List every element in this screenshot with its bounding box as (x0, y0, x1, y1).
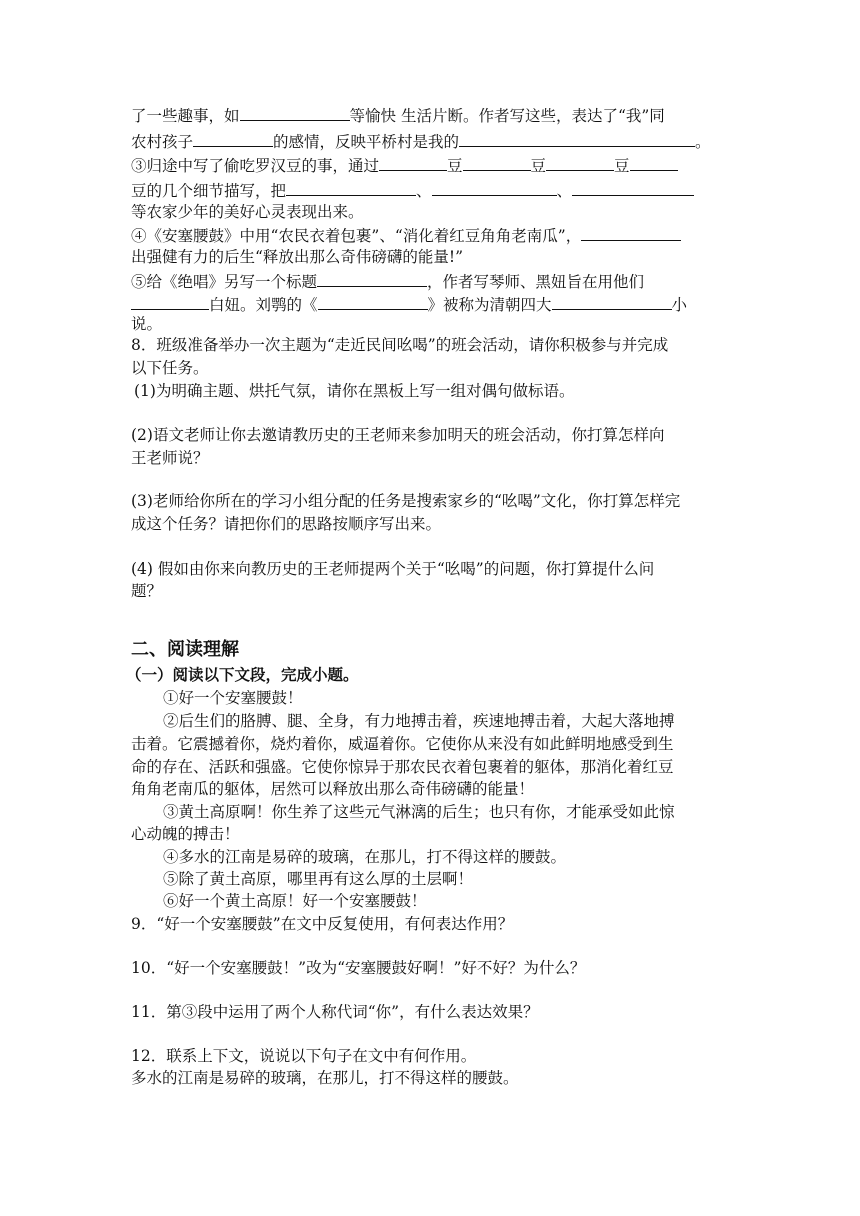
answer-blank[interactable] (379, 153, 447, 171)
passage-paragraph-2-cont: 击着。它震撼着你，烧灼着你，威逼着你。它使你从来没有如此鲜明地感受到生 (131, 735, 674, 753)
passage-paragraph-4: ④多水的江南是易碎的玻璃，在那儿，打不得这样的腰鼓。 (163, 848, 567, 866)
question-8-task-2-cont: 王老师说？ (131, 449, 209, 467)
passage-paragraph-2: ②后生们的胳膊、腿、全身，有力地搏击着，疾速地搏击着，大起大落地搏 (163, 712, 675, 730)
fill-line-4 (131, 178, 731, 200)
question-8-task-2: (2)语文老师让你去邀请教历史的王老师来参加明天的班会活动，你打算怎样向 (131, 426, 665, 444)
answer-blank[interactable] (286, 178, 416, 196)
answer-blank[interactable] (581, 223, 681, 241)
passage-paragraph-2-cont: 角角老南瓜的躯体，居然可以释放出那么奇伟磅礴的能量！ (131, 780, 535, 798)
text: 出强健有力的后生“释放出那么奇伟磅礴的能量!” (131, 248, 464, 266)
text: 了一些趣事，如 (131, 107, 240, 125)
passage-paragraph-1: ①好一个安塞腰鼓！ (163, 689, 303, 707)
text: 白妞。刘鹗的《 (209, 296, 318, 314)
answer-blank[interactable] (463, 153, 531, 171)
answer-blank[interactable] (432, 178, 557, 196)
fill-line-9 (131, 292, 731, 314)
fill-line-5 (131, 201, 731, 223)
text: 的感情，反映平桥村是我的 (273, 133, 460, 151)
answer-blank[interactable] (459, 129, 695, 147)
question-8-task-3-cont: 成这个任务？请把你们的思路按顺序写出来。 (131, 515, 442, 533)
text: 等农家少年的美好心灵表现出来。 (131, 203, 364, 221)
question-8-task-1: (1)为明确主题、烘托气氛，请你在黑板上写一组对偶句做标语。 (134, 382, 575, 400)
question-12-quote: 多水的江南是易碎的玻璃，在那儿，打不得这样的腰鼓。 (131, 1069, 519, 1087)
text: 》被称为清朝四大 (427, 296, 552, 314)
answer-blank[interactable] (317, 269, 427, 287)
answer-blank[interactable] (572, 178, 694, 196)
text: 。 (695, 133, 711, 151)
section-heading: 二、阅读理解 (131, 639, 239, 660)
text: 说。 (131, 315, 163, 333)
fill-line-7 (131, 246, 731, 268)
text: 豆 (530, 157, 547, 175)
passage-paragraph-2-cont: 命的存在、活跃和强盛。它使你惊异于那农民衣着包裹着的躯体，那消化着红豆 (131, 758, 674, 776)
question-8-intro: 8．班级准备举办一次主题为“走近民间吆喝”的班会活动，请你积极参与并完成 (131, 336, 669, 354)
answer-blank[interactable] (546, 153, 614, 171)
text: 、 (416, 182, 432, 200)
question-8-intro-cont: 以下任务。 (131, 359, 209, 377)
passage-paragraph-6: ⑥好一个黄土高原！好一个安塞腰鼓！ (163, 892, 427, 910)
fill-line-10 (131, 313, 731, 335)
passage-paragraph-5: ⑤除了黄土高原，哪里再有这么厚的土层啊！ (163, 870, 474, 888)
fill-line-6 (131, 223, 731, 245)
text: ④《安塞腰鼓》中用“农民衣着包裹”、“消化着红豆角角老南瓜”， (131, 227, 582, 245)
text: ③归途中写了偷吃罗汉豆的事，通过 (131, 157, 380, 175)
text: 豆 (614, 157, 630, 175)
text: 豆的几个细节描写，把 (131, 182, 287, 200)
answer-blank[interactable] (193, 129, 273, 147)
question-8-task-4-cont: 题？ (131, 582, 163, 600)
fill-line-2 (131, 129, 731, 151)
answer-blank[interactable] (240, 103, 350, 121)
answer-blank[interactable] (552, 292, 672, 310)
question-9: 9．“好一个安塞腰鼓”在文中反复使用，有何表达作用？ (131, 915, 514, 933)
text: 小 (671, 296, 688, 314)
text: ，作者写琴师、黑妞旨在用他们 (427, 273, 645, 291)
passage-paragraph-3-cont: 心动魄的搏击！ (131, 825, 240, 843)
sub-heading: （一）阅读以下文段，完成小题。 (126, 666, 359, 684)
question-12: 12．联系上下文，说说以下句子在文中有何作用。 (131, 1047, 477, 1065)
passage-paragraph-3: ③黄土高原啊！你生养了这些元气淋漓的后生；也只有你，才能承受如此惊 (163, 803, 675, 821)
fill-line-8 (131, 269, 731, 291)
answer-blank[interactable] (318, 292, 428, 310)
question-8-task-3: (3)老师给你所在的学习小组分配的任务是搜索家乡的“吆喝”文化，你打算怎样完 (131, 492, 681, 510)
text: 等愉快 生活片断。作者写这些，表达了“我”同 (349, 107, 665, 125)
answer-blank[interactable] (630, 153, 678, 171)
question-11: 11．第③段中运用了两个人称代词“你”，有什么表达效果？ (131, 1003, 539, 1021)
text: 豆 (447, 157, 463, 175)
fill-line-3 (131, 153, 731, 175)
fill-line-1 (131, 103, 731, 125)
question-8-task-4: (4) 假如由你来向教历史的王老师提两个关于“吆喝”的问题，你打算提什么问 (131, 560, 655, 578)
text: 、 (556, 182, 573, 200)
text: ⑤给《绝唱》另写一个标题 (131, 273, 318, 291)
question-10: 10．“好一个安塞腰鼓！”改为“安塞腰鼓好啊！”好不好？为什么？ (131, 959, 586, 977)
text: 农村孩子 (131, 133, 194, 151)
answer-blank[interactable] (131, 292, 209, 310)
